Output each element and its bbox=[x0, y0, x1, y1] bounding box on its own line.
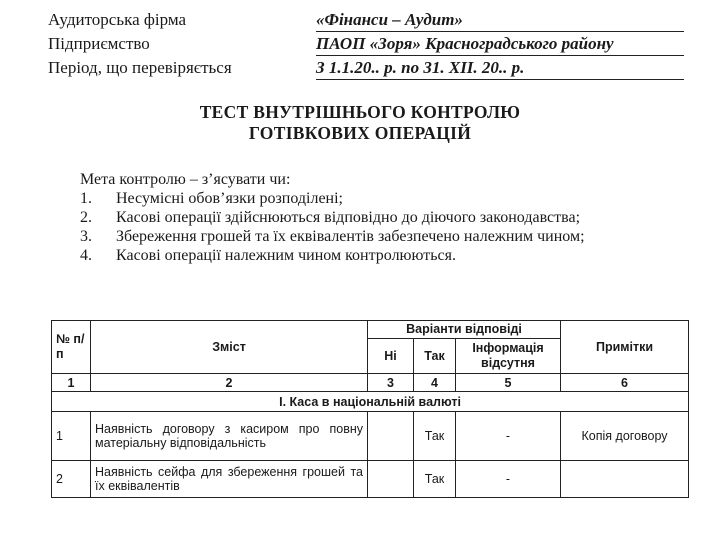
row-number: 2 bbox=[52, 461, 91, 498]
row-no bbox=[368, 412, 414, 461]
column-number: 5 bbox=[456, 374, 561, 392]
header-no-info: Інформація відсутня bbox=[456, 339, 561, 374]
row-content: Наявність договору з касиром про повну матеріальну відповідальність bbox=[91, 412, 368, 461]
goal-item-text: Касові операції здійснюються відповідно до діючого законодавства; bbox=[116, 209, 581, 226]
column-number-row bbox=[52, 374, 689, 392]
section-row bbox=[52, 392, 689, 412]
goal-item bbox=[80, 227, 690, 246]
period-value: З 1.1.20.. р. по 31. XII. 20.. р. bbox=[316, 58, 684, 80]
row-notes: Копія договору bbox=[561, 412, 689, 461]
firm-value: «Фінанси – Аудит» bbox=[316, 10, 684, 32]
page-title-line1: ТЕСТ ВНУТРІШНЬОГО КОНТРОЛЮ bbox=[199, 102, 521, 122]
goal-item-text: Збереження грошей та їх еквівалентів забезпечено належним чином; bbox=[116, 228, 585, 245]
column-number: 6 bbox=[561, 374, 689, 392]
goal-item-number: 4. bbox=[80, 247, 92, 264]
table-row bbox=[52, 461, 689, 498]
column-number: 4 bbox=[414, 374, 456, 392]
goal-item-number: 3. bbox=[80, 228, 92, 245]
goal-item bbox=[80, 246, 690, 265]
header-yes: Так bbox=[414, 339, 456, 374]
goal-block bbox=[80, 170, 690, 265]
row-no bbox=[368, 461, 414, 498]
row-yes: Так bbox=[414, 412, 456, 461]
row-yes: Так bbox=[414, 461, 456, 498]
goal-item-number: 1. bbox=[80, 190, 92, 207]
table-row bbox=[52, 412, 689, 461]
column-number: 1 bbox=[52, 374, 91, 392]
goal-item bbox=[80, 208, 690, 227]
goal-item bbox=[80, 189, 690, 208]
firm-label: Аудиторська фірма bbox=[48, 10, 187, 29]
row-notes bbox=[561, 461, 689, 498]
row-no-info: - bbox=[456, 461, 561, 498]
page-title-line2: ГОТІВКОВИХ ОПЕРАЦІЙ bbox=[248, 123, 472, 143]
row-no-info: - bbox=[456, 412, 561, 461]
header-no: Ні bbox=[368, 339, 414, 374]
header-num: № п/п bbox=[52, 321, 91, 374]
goal-item-text: Несумісні обов’язки розподілені; bbox=[116, 190, 343, 207]
table-header-row bbox=[52, 321, 689, 339]
goal-item-number: 2. bbox=[80, 209, 92, 226]
goal-item-text: Касові операції належним чином контролюються. bbox=[116, 247, 456, 264]
period-label: Період, що перевіряється bbox=[48, 58, 232, 77]
goal-intro: Мета контролю – з’ясувати чи: bbox=[80, 171, 291, 188]
control-test-table bbox=[51, 320, 689, 498]
header-answers-group: Варіанти відповіді bbox=[368, 321, 561, 339]
column-number: 2 bbox=[91, 374, 368, 392]
header-notes: Примітки bbox=[561, 321, 689, 374]
row-number: 1 bbox=[52, 412, 91, 461]
row-content: Наявність сейфа для збереження грошей та їх еквівалентів bbox=[91, 461, 368, 498]
column-number: 3 bbox=[368, 374, 414, 392]
enterprise-label: Підприємство bbox=[48, 34, 150, 53]
header-content: Зміст bbox=[91, 321, 368, 374]
enterprise-value: ПАОП «Зоря» Красноградського району bbox=[316, 34, 684, 56]
section-title: І. Каса в національній валюті bbox=[52, 392, 689, 412]
